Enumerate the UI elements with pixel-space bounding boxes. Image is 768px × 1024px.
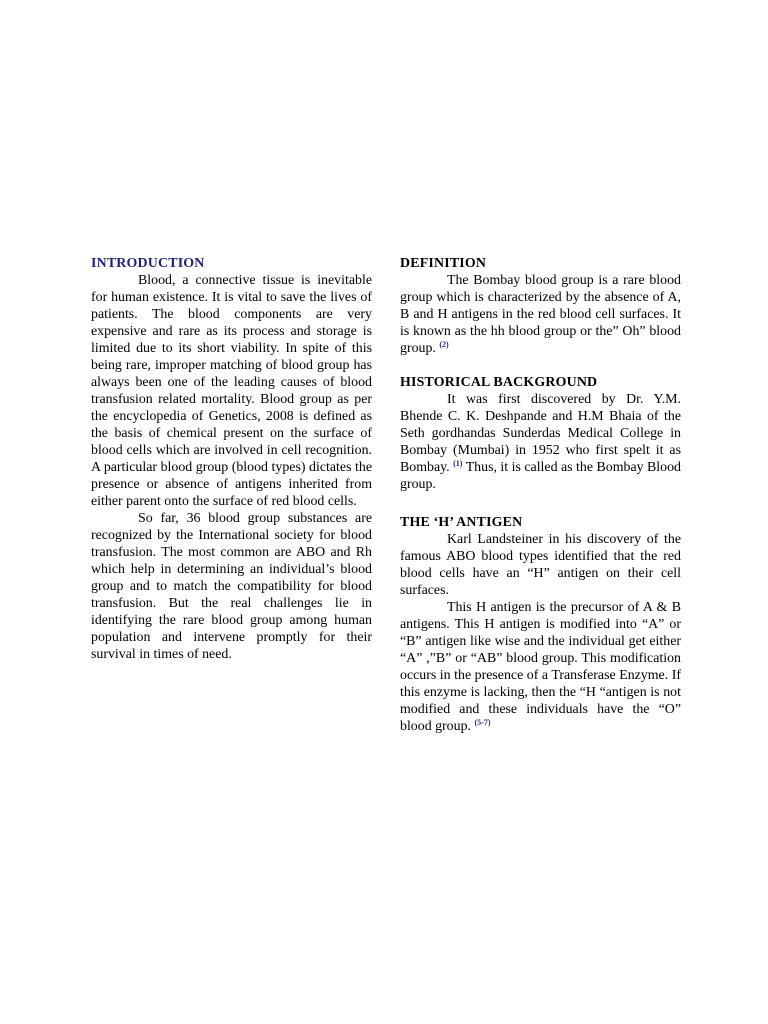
introduction-paragraph-2: So far, 36 blood group substances are recognized by the International society for blood transfusion. The most common are ABO and Rh which help in determining an individual’s blood group and to match the compatibility for blood transfusion. But the real challenges lie in identifying the rare blood group among human population and intervene promptly for their survival in times of need.: [91, 511, 372, 662]
h-antigen-reference: (5-7): [474, 718, 491, 727]
h-antigen-heading: THE ‘H’ ANTIGEN: [400, 515, 523, 530]
definition-text: The Bombay blood group is a rare blood group which is characterized by the absence of A, B and H antigens in the red blood cell surfaces. It is known as the hh blood group or the” Oh” blood group.: [400, 273, 681, 356]
introduction-heading: INTRODUCTION: [91, 256, 205, 271]
historical-text-b: Thus, it is called as the Bombay Blood group.: [400, 460, 681, 492]
historical-reference: (1): [453, 459, 463, 468]
introduction-paragraph-1: Blood, a connective tissue is inevitable for human existence. It is vital to save the lives of patients. The blood components are very expensive and rare as its process and storage is limited due to its short viability. In spite of this being rare, improper matching of blood group has always been one of the leading causes of blood transfusion related mortality. Blood group as per the encyclopedia of Genetics, 2008 is defined as the basis of chemical present on the surface of blood cells which are involved in cell recognition. A particular blood group (blood types) dictates the presence or absence of antigens inherited from either parent onto the surface of red blood cells.: [91, 273, 372, 509]
h-antigen-paragraph-1: Karl Landsteiner in his discovery of the famous ABO blood types identified that the red blood cells have an “H” antigen on their cell surfaces.: [400, 532, 681, 598]
left-column: [91, 255, 372, 663]
historical-text-a: It was first discovered by Dr. Y.M. Bhende C. K. Deshpande and H.M Bhaia of the Seth gordhandas Sunderdas Medical College in Bombay (Mumbai) in 1952 who first spelt it as Bombay.: [400, 392, 681, 475]
historical-paragraph: [400, 391, 681, 493]
h-antigen-paragraph-2: [400, 599, 681, 735]
definition-heading: DEFINITION: [400, 256, 487, 271]
definition-paragraph: [400, 272, 681, 357]
right-column: [400, 255, 681, 735]
h-antigen-text-2: This H antigen is the precursor of A & B antigens. This H antigen is modified into “A” or “B” antigen like wise and the individual get either “A” ,”B” or “AB” blood group. This modification occurs in the presence of a Transferase Enzyme. If this enzyme is lacking, then the “H “antigen is not modified and these individuals have the “O” blood group.: [400, 600, 681, 734]
definition-reference: (2): [439, 340, 449, 349]
historical-heading: HISTORICAL BACKGROUND: [400, 375, 598, 390]
